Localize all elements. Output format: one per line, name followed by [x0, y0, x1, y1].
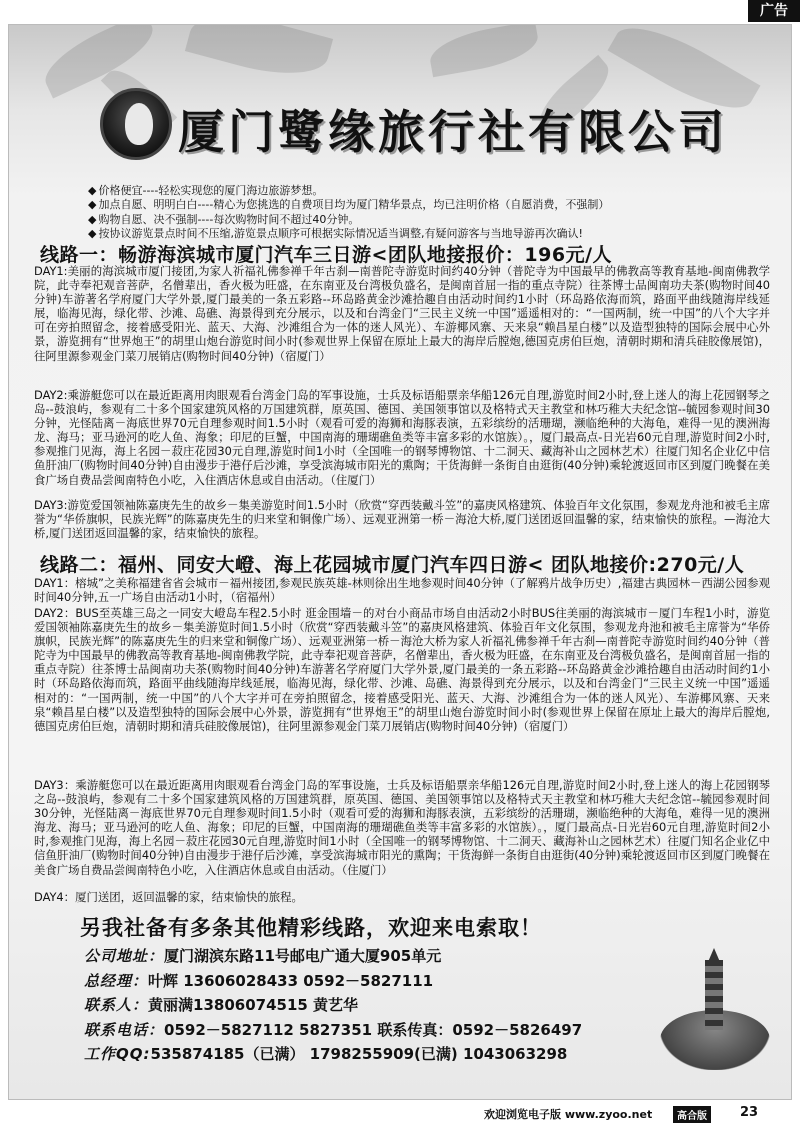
- page-number: 23: [740, 1105, 759, 1120]
- contact-info: [84, 944, 724, 1067]
- day-label: DAY2:: [34, 388, 68, 402]
- route2-day3: [34, 778, 770, 877]
- contact-row: [84, 944, 724, 969]
- pagoda-illustration: [650, 940, 780, 1080]
- day-text: 厦门送团，返回温馨的家，结束愉快的旅程。: [75, 890, 303, 904]
- day-label: DAY1:: [34, 264, 68, 278]
- contact-row: [84, 1042, 724, 1067]
- contact-value: 厦门湖滨东路11号邮电广通大厦905单元: [164, 947, 442, 965]
- day-text: 榕城”之美称福建省省会城市－福州接团,参观民族英雄-林则徐出生地参观时间40分钟（了解鸦片战争历史）,福建古典园林－西湖公园参观时间40分钟,五一广场自由活动1小时，（宿福州）: [34, 576, 770, 605]
- day-text: 乘游艇您可以在最近距离用肉眼观看台湾金门岛的军事设施，士兵及标语船票亲华船126元自理,游览时间2小时,登上迷人的海上花园钢琴之岛--鼓浪屿，参观有二十多个国家建筑风格的万国建筑群，原英国、德国、美国领事馆以及格特式天主教堂和林巧稚大夫纪念馆--毓园参观时间30分钟，光怪陆离－海底世界70元自理参观时间1.5小时（观看可爱的海狮和海豚表演，五彩缤纷的活珊瑚，濒临绝种的大海龟，难得一见的澳洲海龙、海马；亚马逊河的吃人鱼、海象；印尼的巨蟹，中国南海的珊瑚礁鱼类等丰富多彩的水馆族）。，厦门最高点-日光岩60元自理,游览时间2小时,参观推门见海，海上名园－菽庄花园30元自理,游览时间1小时（全国唯一的钢琴博物馆、十二洞天、藏海补山之园林艺术）往厦门知名企业亿中信鱼肝油厂(购物时间40分钟)自由漫步于港仔后沙滩，享受滨海城市阳光的熏陶；干货海鲜一条街自由逛街(40分钟)乘轮渡返回市区到厦门晚餐在美食广场自费品尝闽南特色小吃，入住酒店休息或自由活动。（住厦门）: [34, 778, 771, 877]
- bullet-item: ◆ 购物自愿、决不强制----每次购物时间不超过40分钟。: [88, 213, 728, 227]
- company-logo-icon: [100, 88, 172, 160]
- contact-key: 联系电话：: [84, 1020, 165, 1039]
- footer-badge: 高合版: [673, 1106, 711, 1123]
- page-footer: [0, 1104, 800, 1123]
- company-header: [100, 88, 728, 168]
- footer-website[interactable]: 欢迎浏览电子版 www.zyoo.net: [484, 1108, 653, 1121]
- route2-day2: [34, 606, 770, 733]
- contact-key: 公司地址：: [84, 947, 165, 965]
- route1-title: 线路一：畅游海滨城市厦门汽车三日游<团队地接报价：196元/人: [40, 244, 613, 266]
- contact-value: 叶辉 13606028433 0592－5827111: [148, 971, 434, 990]
- contact-value: 黄丽满13806074515 黄艺华: [148, 996, 359, 1015]
- ad-tag: 广告: [748, 0, 800, 22]
- leaf-decoration: [427, 24, 542, 77]
- day-text: 美丽的海滨城市厦门接团,为家人祈福礼佛参禅千年古刹—南普陀寺游览时间约40分钟（普陀寺为中国最早的佛教高等教育基地-闽南佛教学院，此寺奉祀观音菩萨，名僧辈出，香火极为旺盛，在东南亚及台湾极负盛名，是闽南首屈一指的重点寺院）往茶博士品闽南功夫茶(购物时间40分钟)车游著名学府厦门大学外景,厦门最美的一条五彩路--环岛路黄金沙滩拾趣自由活动时间约1小时（环岛路依海而筑，路面平曲线随海岸线延展，临海见海，绿化带、沙滩、岛礁、海景得到充分展示，以及和台湾金门“三民主义统一中国”遥遥相对的：“一国两制，统一中国”的八个大字并可在旁拍照留念，接着感受阳光、蓝天、大海、沙滩组合为一体的迷人风光）、车游椰风寨、天来泉“赖昌星白楼”以及造型独特的国际会展中心外景，游览拥有“世界炮王”的胡里山炮台游览时间小时(参观世界上保留在原址上最大的海岸后膛炮,德国克虏伯巨炮，清朝时期和清兵硅胶像展馆)，往阿里源参观金门菜刀展销店(购物时间40分钟)（宿厦门）: [34, 264, 770, 363]
- route1-day3: [34, 498, 770, 540]
- contact-row: [84, 1018, 724, 1043]
- leaf-decoration: [185, 24, 333, 87]
- day-label: DAY2：: [34, 606, 76, 620]
- route2-day1: [34, 576, 770, 604]
- day-label: DAY3：: [34, 778, 76, 792]
- route1-day2: [34, 388, 770, 487]
- contact-key: 工作QQ:: [84, 1045, 151, 1064]
- contact-key: 总经理：: [84, 971, 149, 990]
- route2-day4: [34, 890, 770, 904]
- day-text: 乘游艇您可以在最近距离用肉眼观看台湾金门岛的军事设施，士兵及标语船票亲华船126元自理,游览时间2小时,登上迷人的海上花园钢琴之岛--鼓浪屿，参观有二十多个国家建筑风格的万国建筑群，原英国、德国、美国领事馆以及格特式天主教堂和林巧稚大夫纪念馆--毓园参观时间30分钟，光怪陆离－海底世界70元自理参观时间1.5小时（观看可爱的海狮和海豚表演，五彩缤纷的活珊瑚，濒临绝种的大海龟，难得一见的澳洲海龙、海马；亚马逊河的吃人鱼、海象；印尼的巨蟹，中国南海的珊瑚礁鱼类等丰富多彩的水馆族）。，厦门最高点-日光岩60元自理,游览时间2小时,参观推门见海，海上名园－菽庄花园30元自理,游览时间1小时（全国唯一的钢琴博物馆、十二洞天、藏海补山之园林艺术）往厦门知名企业亿中信鱼肝油厂(购物时间40分钟)自由漫步于港仔后沙滩，享受滨海城市阳光的熏陶；干货海鲜一条街自由逛街(40分钟)乘轮渡返回市区到厦门晚餐在美食广场自费品尝闽南特色小吃，入住酒店休息或自由活动。（住厦门）: [34, 388, 770, 487]
- contact-row: [84, 993, 724, 1018]
- route1-day1: [34, 264, 770, 363]
- day-text: 游览爱国领袖陈嘉庚先生的故乡－集美游览时间1.5小时（欣赏“穿西装戴斗笠”的嘉庚风格建筑、体验百年文化氛围，参观龙舟池和被毛主席誉为“华侨旗帜，民族光辉”的陈嘉庚先生的归来堂和铜像广场）、远观亚洲第一桥－海沧大桥,厦门送团返回温馨的家，结束愉快的旅程。—海沧大桥,厦门送团返回温馨的家，结束愉快的旅程。: [34, 498, 770, 541]
- contact-value: 535874185（已满） 1798255909(已满) 1043063298: [150, 1045, 568, 1064]
- contact-key: 联系人：: [84, 996, 149, 1015]
- day-label: DAY4：: [34, 890, 76, 904]
- contact-row: [84, 969, 724, 994]
- route2-title: 线路二：福州、同安大嶝、海上花园城市厦门汽车四日游< 团队地接价:270元/人: [40, 554, 745, 576]
- bullet-item: ◆ 价格便宜----轻松实现您的厦门海边旅游梦想。: [88, 184, 728, 198]
- contact-value: 0592－5827112 5827351 联系传真：0592－5826497: [164, 1020, 583, 1039]
- day-label: DAY3:: [34, 498, 68, 512]
- day-text: BUS至英雄三岛之一同安大嶝岛车程2.5小时 逛金围墙－的对台小商品市场自由活动2小时BUS往美丽的海滨城市－厦门车程1小时，游览爱国领袖陈嘉庚先生的故乡－集美游览时间1.5小时（欣赏“穿西装戴斗笠”的嘉庚风格建筑、体验百年文化氛围，参观龙舟池和被毛主席誉为“华侨旗帜，民族光辉”的陈嘉庚先生的归来堂和铜像广场）、远观亚洲第一桥－海沧大桥为家人祈福礼佛参禅千年古刹—南普陀寺游览时间约40分钟（普陀寺为中国最早的佛教高等教育基地-闽南佛教学院，此寺奉祀观音菩萨，名僧辈出，香火极为旺盛，在东南亚及台湾极负盛名，是闽南首屈一指的重点寺院）往茶博士品闽南功夫茶(购物时间40分钟)车游著名学府厦门大学外景,厦门最美的一条五彩路--环岛路黄金沙滩拾趣自由活动时间约1小时（环岛路依海而筑，路面平曲线随海岸线延展，临海见海，绿化带、沙滩、岛礁、海景得到充分展示，以及和台湾金门“三民主义统一中国”遥遥相对的：“一国两制，统一中国”的八个大字并可在旁拍照留念，接着感受阳光、蓝天、大海、沙滩组合为一体的迷人风光）、车游椰风寨、天来泉“赖昌星白楼”以及造型独特的国际会展中心外景，游览拥有“世界炮王”的胡里山炮台游览时间小时(参观世界上保留在原址上最大的海岸后膛炮,德国克虏伯巨炮，清朝时期和清兵硅胶像展馆)，往阿里源参观金门菜刀展销店(购物时间40分钟)（宿厦门）: [34, 606, 771, 733]
- feature-bullets: [88, 184, 728, 242]
- promo-banner: 另我社备有多条其他精彩线路，欢迎来电索取！: [80, 916, 542, 940]
- bullet-item: ◆ 按协议游览景点时间不压缩,游览景点顺序可根据实际情况适当调整,有疑问游客与当地导游再次确认!: [88, 227, 728, 241]
- day-label: DAY1：: [34, 576, 76, 590]
- bullet-item: ◆ 加点自愿、明明白白----精心为您挑选的自费项目均为厦门精华景点，均已注明价格（自愿消费，不强制）: [88, 198, 728, 212]
- company-name: 厦门鹭缘旅行社有限公司: [178, 105, 728, 159]
